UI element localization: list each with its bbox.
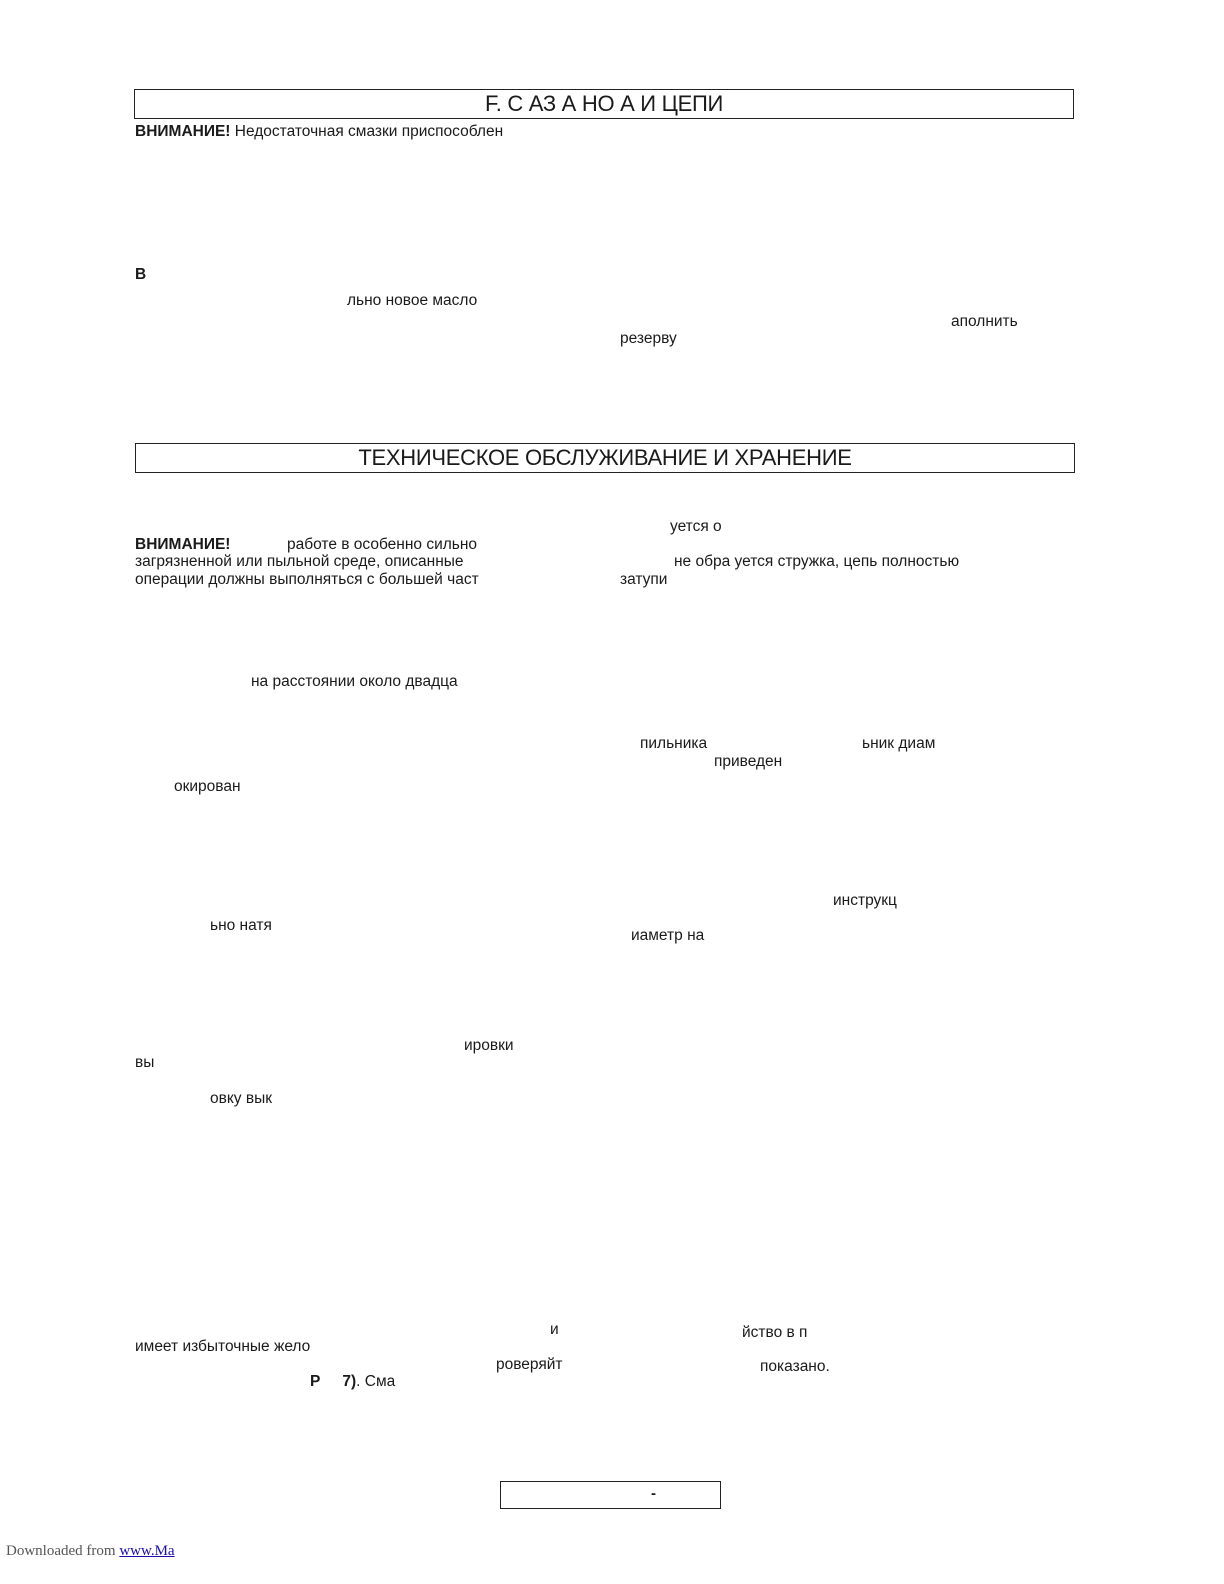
- source-link[interactable]: www.Ma: [119, 1543, 175, 1559]
- maint-warning-text: работе в особенно сильно: [287, 536, 478, 553]
- maint-vy: вы: [135, 1054, 155, 1071]
- maint-blocked: окирован: [174, 778, 241, 795]
- page-number-box: [500, 1481, 721, 1509]
- section-f-b-label: В: [135, 266, 147, 283]
- maint-right-l2: не обра уется стружка, цепь полностью: [674, 553, 960, 570]
- section-f-fill: аполнить: [951, 313, 1018, 330]
- sma-text: . Сма: [356, 1373, 396, 1390]
- maint-right-shown: показано.: [760, 1358, 830, 1375]
- section-f-reserve: резерву: [620, 330, 677, 347]
- maint-locking: ировки: [464, 1037, 514, 1054]
- maint-right-check: роверяйт: [496, 1356, 563, 1373]
- maint-fig-ref: [310, 1373, 395, 1391]
- section-f-warning: [135, 123, 503, 141]
- maint-right-device: йство в п: [742, 1324, 808, 1341]
- maint-right-instr: инструкц: [833, 892, 897, 909]
- warning-label: ВНИМАНИЕ!: [135, 123, 231, 140]
- section-maintenance-title: ТЕХНИЧЕСКОЕ ОБСЛУЖИВАНИЕ И ХРАНЕНИЕ: [135, 443, 1075, 473]
- maint-line-3: операции должны выполняться с большей част: [135, 571, 479, 588]
- maint-right-l1: уется о: [670, 518, 722, 535]
- section-f-title: F. С АЗ А НО А И ЦЕПИ: [134, 89, 1074, 119]
- maint-warning-label: ВНИМАНИЕ!: [135, 536, 231, 553]
- section-f-new-oil: льно новое масло: [347, 292, 478, 309]
- page-mark: -: [651, 1485, 656, 1502]
- downloaded-from: [6, 1543, 260, 1560]
- maint-switch: овку вык: [210, 1090, 273, 1107]
- warning-text: Недостаточная смазки приспособлен: [234, 123, 504, 140]
- maint-right-diam-na: иаметр на: [631, 927, 705, 944]
- maint-excess: имеет избыточные жело: [135, 1338, 311, 1355]
- maint-right-l3: затупи: [620, 571, 668, 588]
- p-label: Р: [310, 1373, 321, 1390]
- maint-distance: на расстоянии около двадца: [251, 673, 458, 690]
- maint-right-given: приведен: [714, 753, 783, 770]
- maint-right-file-diam: ьник диам: [862, 735, 936, 752]
- seven-label: 7): [342, 1373, 357, 1390]
- downloaded-prefix: Downloaded from: [6, 1543, 120, 1559]
- maint-line-2: загрязненной или пыльной среде, описанные: [135, 553, 464, 570]
- maint-tension: ьно натя: [210, 917, 272, 934]
- maint-right-file: пильника: [640, 735, 708, 752]
- maint-right-i: и: [550, 1321, 559, 1338]
